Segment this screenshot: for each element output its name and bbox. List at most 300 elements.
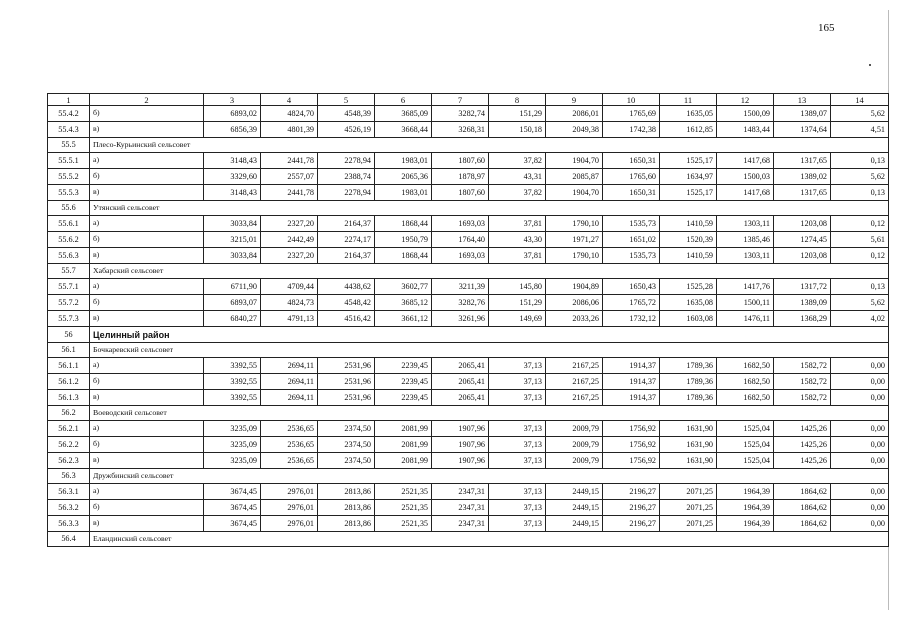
value-cell: 3235,09 bbox=[204, 453, 261, 469]
value-cell: 2065,36 bbox=[375, 169, 432, 185]
value-cell: 0,00 bbox=[831, 516, 889, 532]
value-cell: 6711,90 bbox=[204, 279, 261, 295]
section-row bbox=[48, 406, 889, 421]
value-cell: 4824,70 bbox=[261, 106, 318, 122]
value-cell: 2196,27 bbox=[603, 516, 660, 532]
value-cell: 1410,59 bbox=[660, 248, 717, 264]
row-subitem: в) bbox=[90, 185, 204, 201]
value-cell: 3282,76 bbox=[432, 295, 489, 311]
value-cell: 1203,08 bbox=[774, 216, 831, 232]
row-subitem: в) bbox=[90, 122, 204, 138]
value-cell: 2694,11 bbox=[261, 358, 318, 374]
value-cell: 1764,40 bbox=[432, 232, 489, 248]
value-cell: 1520,39 bbox=[660, 232, 717, 248]
section-row bbox=[48, 201, 889, 216]
value-cell: 0,00 bbox=[831, 390, 889, 406]
value-cell: 2081,99 bbox=[375, 421, 432, 437]
row-code: 55.5.1 bbox=[48, 153, 90, 169]
value-cell: 4709,44 bbox=[261, 279, 318, 295]
value-cell: 1914,37 bbox=[603, 358, 660, 374]
column-header: 14 bbox=[831, 94, 889, 106]
value-cell: 1535,73 bbox=[603, 216, 660, 232]
value-cell: 2347,31 bbox=[432, 484, 489, 500]
value-cell: 3215,01 bbox=[204, 232, 261, 248]
value-cell: 2327,20 bbox=[261, 248, 318, 264]
value-cell: 2196,27 bbox=[603, 500, 660, 516]
value-cell: 3148,43 bbox=[204, 153, 261, 169]
row-code: 55.4.2 bbox=[48, 106, 90, 122]
value-cell: 1983,01 bbox=[375, 153, 432, 169]
value-cell: 2009,79 bbox=[546, 421, 603, 437]
table-body bbox=[48, 94, 889, 547]
row-subitem: в) bbox=[90, 311, 204, 327]
value-cell: 3211,39 bbox=[432, 279, 489, 295]
value-cell: 2813,86 bbox=[318, 484, 375, 500]
value-cell: 1693,03 bbox=[432, 216, 489, 232]
row-subitem: в) bbox=[90, 390, 204, 406]
section-row bbox=[48, 469, 889, 484]
table-row bbox=[48, 153, 889, 169]
column-header: 3 bbox=[204, 94, 261, 106]
table-row bbox=[48, 516, 889, 532]
value-cell: 1971,27 bbox=[546, 232, 603, 248]
value-cell: 1500,03 bbox=[717, 169, 774, 185]
value-cell: 2009,79 bbox=[546, 453, 603, 469]
value-cell: 1790,10 bbox=[546, 216, 603, 232]
value-cell: 2239,45 bbox=[375, 374, 432, 390]
row-code: 55.7.3 bbox=[48, 311, 90, 327]
column-header: 12 bbox=[717, 94, 774, 106]
value-cell: 5,61 bbox=[831, 232, 889, 248]
value-cell: 1907,96 bbox=[432, 421, 489, 437]
value-cell: 2085,87 bbox=[546, 169, 603, 185]
value-cell: 1425,26 bbox=[774, 437, 831, 453]
value-cell: 1907,96 bbox=[432, 437, 489, 453]
table-row bbox=[48, 295, 889, 311]
row-code: 55.6.1 bbox=[48, 216, 90, 232]
value-cell: 1317,65 bbox=[774, 185, 831, 201]
value-cell: 3392,55 bbox=[204, 358, 261, 374]
row-subitem: в) bbox=[90, 248, 204, 264]
value-cell: 1389,09 bbox=[774, 295, 831, 311]
value-cell: 2065,41 bbox=[432, 390, 489, 406]
value-cell: 1635,05 bbox=[660, 106, 717, 122]
column-header: 9 bbox=[546, 94, 603, 106]
value-cell: 4438,62 bbox=[318, 279, 375, 295]
value-cell: 1631,90 bbox=[660, 437, 717, 453]
row-code: 56.3.2 bbox=[48, 500, 90, 516]
value-cell: 2813,86 bbox=[318, 500, 375, 516]
row-code: 56.1 bbox=[48, 343, 90, 358]
row-subitem: б) bbox=[90, 295, 204, 311]
value-cell: 1682,50 bbox=[717, 374, 774, 390]
tariff-table bbox=[47, 93, 889, 547]
value-cell: 0,00 bbox=[831, 484, 889, 500]
value-cell: 4,02 bbox=[831, 311, 889, 327]
value-cell: 1417,68 bbox=[717, 185, 774, 201]
value-cell: 1389,07 bbox=[774, 106, 831, 122]
value-cell: 3282,74 bbox=[432, 106, 489, 122]
value-cell: 1650,43 bbox=[603, 279, 660, 295]
value-cell: 150,18 bbox=[489, 122, 546, 138]
column-header: 2 bbox=[90, 94, 204, 106]
value-cell: 1789,36 bbox=[660, 390, 717, 406]
row-code: 56.3 bbox=[48, 469, 90, 484]
row-code: 56.2.3 bbox=[48, 453, 90, 469]
value-cell: 37,13 bbox=[489, 374, 546, 390]
value-cell: 2374,50 bbox=[318, 437, 375, 453]
value-cell: 4548,42 bbox=[318, 295, 375, 311]
value-cell: 1500,09 bbox=[717, 106, 774, 122]
value-cell: 3235,09 bbox=[204, 421, 261, 437]
value-cell: 37,81 bbox=[489, 216, 546, 232]
value-cell: 0,00 bbox=[831, 421, 889, 437]
value-cell: 0,00 bbox=[831, 500, 889, 516]
value-cell: 3602,77 bbox=[375, 279, 432, 295]
column-header: 11 bbox=[660, 94, 717, 106]
value-cell: 1756,92 bbox=[603, 421, 660, 437]
value-cell: 1425,26 bbox=[774, 453, 831, 469]
row-code: 55.7.2 bbox=[48, 295, 90, 311]
value-cell: 1790,10 bbox=[546, 248, 603, 264]
value-cell: 4824,73 bbox=[261, 295, 318, 311]
value-cell: 1914,37 bbox=[603, 390, 660, 406]
value-cell: 1765,69 bbox=[603, 106, 660, 122]
row-code: 56.2.1 bbox=[48, 421, 90, 437]
value-cell: 2976,01 bbox=[261, 500, 318, 516]
value-cell: 2531,96 bbox=[318, 390, 375, 406]
table-row bbox=[48, 311, 889, 327]
value-cell: 2521,35 bbox=[375, 516, 432, 532]
district-row bbox=[48, 327, 889, 343]
value-cell: 2278,94 bbox=[318, 153, 375, 169]
value-cell: 37,13 bbox=[489, 437, 546, 453]
row-subitem: б) bbox=[90, 374, 204, 390]
value-cell: 1693,03 bbox=[432, 248, 489, 264]
value-cell: 2442,49 bbox=[261, 232, 318, 248]
value-cell: 1410,59 bbox=[660, 216, 717, 232]
value-cell: 1374,64 bbox=[774, 122, 831, 138]
value-cell: 1203,08 bbox=[774, 248, 831, 264]
value-cell: 0,00 bbox=[831, 374, 889, 390]
value-cell: 1525,04 bbox=[717, 421, 774, 437]
value-cell: 1535,73 bbox=[603, 248, 660, 264]
value-cell: 2071,25 bbox=[660, 500, 717, 516]
row-subitem: б) bbox=[90, 169, 204, 185]
value-cell: 1765,60 bbox=[603, 169, 660, 185]
value-cell: 0,00 bbox=[831, 358, 889, 374]
row-code: 56.2.2 bbox=[48, 437, 90, 453]
value-cell: 2081,99 bbox=[375, 453, 432, 469]
value-cell: 1525,17 bbox=[660, 153, 717, 169]
value-cell: 1525,17 bbox=[660, 185, 717, 201]
value-cell: 3148,43 bbox=[204, 185, 261, 201]
row-code: 55.5 bbox=[48, 138, 90, 153]
column-header: 13 bbox=[774, 94, 831, 106]
value-cell: 1789,36 bbox=[660, 358, 717, 374]
value-cell: 2167,25 bbox=[546, 374, 603, 390]
value-cell: 3392,55 bbox=[204, 374, 261, 390]
value-cell: 5,62 bbox=[831, 169, 889, 185]
value-cell: 1950,79 bbox=[375, 232, 432, 248]
value-cell: 1317,72 bbox=[774, 279, 831, 295]
value-cell: 1964,39 bbox=[717, 516, 774, 532]
value-cell: 2347,31 bbox=[432, 516, 489, 532]
column-header: 1 bbox=[48, 94, 90, 106]
value-cell: 1904,70 bbox=[546, 185, 603, 201]
value-cell: 2694,11 bbox=[261, 390, 318, 406]
value-cell: 0,12 bbox=[831, 216, 889, 232]
value-cell: 2813,86 bbox=[318, 516, 375, 532]
value-cell: 37,81 bbox=[489, 248, 546, 264]
column-header: 4 bbox=[261, 94, 318, 106]
value-cell: 2449,15 bbox=[546, 484, 603, 500]
value-cell: 1634,97 bbox=[660, 169, 717, 185]
value-cell: 1303,11 bbox=[717, 216, 774, 232]
value-cell: 2536,65 bbox=[261, 437, 318, 453]
row-subitem: б) bbox=[90, 437, 204, 453]
value-cell: 3661,12 bbox=[375, 311, 432, 327]
row-code: 56.2 bbox=[48, 406, 90, 421]
value-cell: 37,13 bbox=[489, 484, 546, 500]
value-cell: 1631,90 bbox=[660, 453, 717, 469]
value-cell: 2009,79 bbox=[546, 437, 603, 453]
section-row bbox=[48, 343, 889, 358]
value-cell: 2449,15 bbox=[546, 516, 603, 532]
value-cell: 1525,28 bbox=[660, 279, 717, 295]
value-cell: 2536,65 bbox=[261, 453, 318, 469]
value-cell: 2976,01 bbox=[261, 516, 318, 532]
value-cell: 1807,60 bbox=[432, 153, 489, 169]
value-cell: 0,13 bbox=[831, 279, 889, 295]
table-row bbox=[48, 232, 889, 248]
value-cell: 1742,38 bbox=[603, 122, 660, 138]
row-code: 55.5.3 bbox=[48, 185, 90, 201]
value-cell: 1864,62 bbox=[774, 484, 831, 500]
value-cell: 1756,92 bbox=[603, 453, 660, 469]
row-subitem: а) bbox=[90, 153, 204, 169]
value-cell: 0,13 bbox=[831, 185, 889, 201]
value-cell: 1385,46 bbox=[717, 232, 774, 248]
row-code: 55.4.3 bbox=[48, 122, 90, 138]
value-cell: 1274,45 bbox=[774, 232, 831, 248]
value-cell: 1868,44 bbox=[375, 248, 432, 264]
value-cell: 1476,11 bbox=[717, 311, 774, 327]
table-row bbox=[48, 122, 889, 138]
table-row bbox=[48, 216, 889, 232]
value-cell: 1868,44 bbox=[375, 216, 432, 232]
section-title: Хабарский сельсовет bbox=[90, 264, 889, 279]
table-row bbox=[48, 169, 889, 185]
value-cell: 4,51 bbox=[831, 122, 889, 138]
row-subitem: а) bbox=[90, 358, 204, 374]
table-row bbox=[48, 437, 889, 453]
value-cell: 37,13 bbox=[489, 453, 546, 469]
value-cell: 6893,07 bbox=[204, 295, 261, 311]
table-row bbox=[48, 453, 889, 469]
value-cell: 3261,96 bbox=[432, 311, 489, 327]
table-row bbox=[48, 390, 889, 406]
value-cell: 37,13 bbox=[489, 390, 546, 406]
value-cell: 2388,74 bbox=[318, 169, 375, 185]
value-cell: 1914,37 bbox=[603, 374, 660, 390]
value-cell: 1907,96 bbox=[432, 453, 489, 469]
value-cell: 2536,65 bbox=[261, 421, 318, 437]
row-code: 55.6.3 bbox=[48, 248, 90, 264]
section-title: Дружбинский сельсовет bbox=[90, 469, 889, 484]
value-cell: 2167,25 bbox=[546, 358, 603, 374]
value-cell: 2521,35 bbox=[375, 500, 432, 516]
row-subitem: б) bbox=[90, 232, 204, 248]
value-cell: 1756,92 bbox=[603, 437, 660, 453]
value-cell: 1525,04 bbox=[717, 453, 774, 469]
value-cell: 2065,41 bbox=[432, 358, 489, 374]
value-cell: 0,12 bbox=[831, 248, 889, 264]
value-cell: 2374,50 bbox=[318, 421, 375, 437]
value-cell: 2071,25 bbox=[660, 516, 717, 532]
row-code: 56 bbox=[48, 327, 90, 343]
value-cell: 3268,31 bbox=[432, 122, 489, 138]
section-title: Бочкаревский сельсовет bbox=[90, 343, 889, 358]
value-cell: 43,30 bbox=[489, 232, 546, 248]
value-cell: 2521,35 bbox=[375, 484, 432, 500]
district-title: Целинный район bbox=[90, 327, 889, 343]
table-row bbox=[48, 106, 889, 122]
value-cell: 43,31 bbox=[489, 169, 546, 185]
value-cell: 2164,37 bbox=[318, 248, 375, 264]
value-cell: 1964,39 bbox=[717, 500, 774, 516]
value-cell: 1582,72 bbox=[774, 390, 831, 406]
value-cell: 1983,01 bbox=[375, 185, 432, 201]
value-cell: 2239,45 bbox=[375, 358, 432, 374]
section-title: Утянский сельсовет bbox=[90, 201, 889, 216]
column-header: 5 bbox=[318, 94, 375, 106]
value-cell: 5,62 bbox=[831, 295, 889, 311]
table-header-row bbox=[48, 94, 889, 106]
value-cell: 2086,06 bbox=[546, 295, 603, 311]
value-cell: 1964,39 bbox=[717, 484, 774, 500]
value-cell: 1582,72 bbox=[774, 374, 831, 390]
value-cell: 0,00 bbox=[831, 453, 889, 469]
table-row bbox=[48, 185, 889, 201]
value-cell: 145,80 bbox=[489, 279, 546, 295]
value-cell: 2033,26 bbox=[546, 311, 603, 327]
row-subitem: а) bbox=[90, 484, 204, 500]
row-code: 56.1.1 bbox=[48, 358, 90, 374]
table-row bbox=[48, 421, 889, 437]
row-subitem: а) bbox=[90, 421, 204, 437]
value-cell: 6893,02 bbox=[204, 106, 261, 122]
value-cell: 3685,09 bbox=[375, 106, 432, 122]
value-cell: 1732,12 bbox=[603, 311, 660, 327]
value-cell: 1682,50 bbox=[717, 390, 774, 406]
row-code: 55.5.2 bbox=[48, 169, 90, 185]
scan-dot bbox=[869, 64, 871, 66]
value-cell: 1368,29 bbox=[774, 311, 831, 327]
value-cell: 2557,07 bbox=[261, 169, 318, 185]
value-cell: 2196,27 bbox=[603, 484, 660, 500]
value-cell: 4526,19 bbox=[318, 122, 375, 138]
value-cell: 2374,50 bbox=[318, 453, 375, 469]
value-cell: 1864,62 bbox=[774, 516, 831, 532]
value-cell: 6840,27 bbox=[204, 311, 261, 327]
section-title: Воеводский сельсовет bbox=[90, 406, 889, 421]
column-header: 7 bbox=[432, 94, 489, 106]
table-row bbox=[48, 374, 889, 390]
row-subitem: а) bbox=[90, 279, 204, 295]
value-cell: 3674,45 bbox=[204, 484, 261, 500]
value-cell: 2976,01 bbox=[261, 484, 318, 500]
value-cell: 3235,09 bbox=[204, 437, 261, 453]
table-row bbox=[48, 279, 889, 295]
value-cell: 37,13 bbox=[489, 500, 546, 516]
row-subitem: в) bbox=[90, 453, 204, 469]
value-cell: 1878,97 bbox=[432, 169, 489, 185]
value-cell: 2441,78 bbox=[261, 185, 318, 201]
value-cell: 1682,50 bbox=[717, 358, 774, 374]
value-cell: 1417,76 bbox=[717, 279, 774, 295]
section-row bbox=[48, 532, 889, 547]
value-cell: 5,62 bbox=[831, 106, 889, 122]
value-cell: 4791,13 bbox=[261, 311, 318, 327]
value-cell: 2531,96 bbox=[318, 358, 375, 374]
row-code: 56.4 bbox=[48, 532, 90, 547]
value-cell: 1425,26 bbox=[774, 421, 831, 437]
value-cell: 1864,62 bbox=[774, 500, 831, 516]
section-title: Плесо-Курьинский сельсовет bbox=[90, 138, 889, 153]
value-cell: 1389,02 bbox=[774, 169, 831, 185]
value-cell: 1631,90 bbox=[660, 421, 717, 437]
value-cell: 151,29 bbox=[489, 106, 546, 122]
value-cell: 1317,65 bbox=[774, 153, 831, 169]
row-code: 55.6 bbox=[48, 201, 90, 216]
row-code: 55.7.1 bbox=[48, 279, 90, 295]
table-row bbox=[48, 358, 889, 374]
value-cell: 2049,38 bbox=[546, 122, 603, 138]
value-cell: 1582,72 bbox=[774, 358, 831, 374]
row-code: 55.6.2 bbox=[48, 232, 90, 248]
table-row bbox=[48, 500, 889, 516]
value-cell: 151,29 bbox=[489, 295, 546, 311]
value-cell: 2239,45 bbox=[375, 390, 432, 406]
row-subitem: б) bbox=[90, 500, 204, 516]
page-number: 165 bbox=[818, 22, 835, 34]
value-cell: 4548,39 bbox=[318, 106, 375, 122]
value-cell: 2449,15 bbox=[546, 500, 603, 516]
row-subitem: а) bbox=[90, 216, 204, 232]
value-cell: 1904,70 bbox=[546, 153, 603, 169]
value-cell: 2274,17 bbox=[318, 232, 375, 248]
value-cell: 4516,42 bbox=[318, 311, 375, 327]
value-cell: 2164,37 bbox=[318, 216, 375, 232]
value-cell: 0,13 bbox=[831, 153, 889, 169]
value-cell: 1789,36 bbox=[660, 374, 717, 390]
value-cell: 37,13 bbox=[489, 516, 546, 532]
value-cell: 149,69 bbox=[489, 311, 546, 327]
value-cell: 2278,94 bbox=[318, 185, 375, 201]
value-cell: 3392,55 bbox=[204, 390, 261, 406]
value-cell: 3674,45 bbox=[204, 500, 261, 516]
value-cell: 2086,01 bbox=[546, 106, 603, 122]
value-cell: 3674,45 bbox=[204, 516, 261, 532]
value-cell: 1635,08 bbox=[660, 295, 717, 311]
row-code: 56.3.3 bbox=[48, 516, 90, 532]
value-cell: 4801,39 bbox=[261, 122, 318, 138]
row-code: 56.1.2 bbox=[48, 374, 90, 390]
value-cell: 1765,72 bbox=[603, 295, 660, 311]
row-subitem: в) bbox=[90, 516, 204, 532]
value-cell: 1303,11 bbox=[717, 248, 774, 264]
